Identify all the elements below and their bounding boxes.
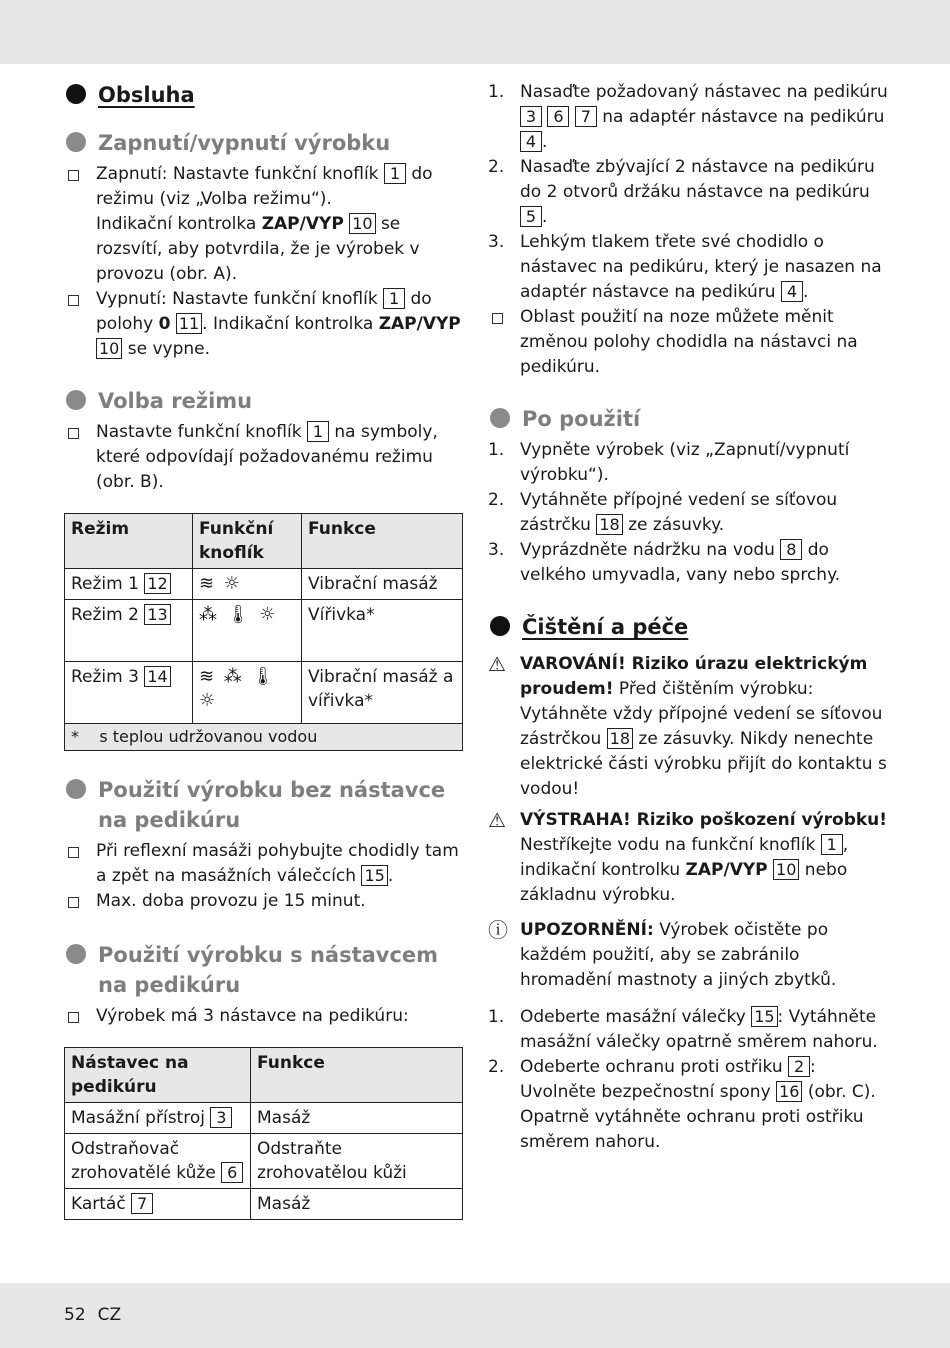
- language-code: CZ: [97, 1305, 122, 1325]
- heading-obsluha: Obsluha: [64, 80, 464, 110]
- heading-bez-nastavce: Použití výrobku bez nástavce na pedikúru: [64, 775, 464, 835]
- page-footer: [64, 1305, 133, 1325]
- bullet-icon: [66, 84, 86, 104]
- list-item: Oblast použití na noze můžete měnit změnou polohy chodidla na nástavci na pedikúru.: [488, 305, 888, 380]
- top-band: [0, 0, 950, 64]
- bullet-icon: [490, 408, 510, 428]
- list-item: 2. Nasaďte zbývající 2 nástavce na pedikúru do 2 otvorů držáku nástavce na pedikúru 5 .: [488, 157, 875, 227]
- list-item: 2. Odeberte ochranu proti ostřiku 2 : Uvolněte bezpečnostní spony 16 (obr. C). Opatrně vytáhněte ochranu proti ostřiku směrem nahoru.: [488, 1057, 876, 1152]
- list-item: 3. Lehkým tlakem třete své chodidlo o nástavec na pedikúru, který je nasazen na adaptér nástavce na pedikúru 4 .: [488, 232, 882, 302]
- bullet-icon: [66, 132, 86, 152]
- list-item: Při reflexní masáži pohybujte chodidly tam a zpět na masážních válečcích 15 .: [64, 839, 464, 889]
- list-item: Max. doba provozu je 15 minut.: [64, 889, 464, 916]
- list-item: Zapnutí: Nastavte funkční knoflík 1 do režimu (viz „Volba režimu“). Indikační kontrolka ZAP/VYP 10 se rozsvítí, aby potvrdila, že je výrobek v provozu (obr. A).: [64, 162, 464, 287]
- list-item: 1. Odeberte masážní válečky 15 : Vytáhněte masážní válečky opatrně směrem nahoru.: [488, 1007, 878, 1052]
- checkbox-icon: [68, 1012, 79, 1023]
- bottom-band: [0, 1283, 950, 1348]
- table-footnote: * s teplou udržovanou vodou: [64, 724, 463, 751]
- heading-cisteni: Čištění a péče: [488, 612, 888, 642]
- right-column: [488, 80, 888, 1155]
- checkbox-icon: [68, 295, 79, 306]
- checkbox-icon: [68, 897, 79, 908]
- mode-symbol-icon: ≋ ☼: [193, 569, 302, 600]
- list-item: 2. Vytáhněte přípojné vedení se síťovou zástrčku 18 ze zásuvky.: [488, 490, 838, 535]
- heading-zapnuti: Zapnutí/vypnutí výrobku: [64, 128, 464, 158]
- list-item: Vypnutí: Nastavte funkční knoflík 1 do polohy 0 11 . Indikační kontrolka ZAP/VYP 10 se vypne.: [64, 287, 464, 362]
- bullet-icon: [490, 616, 510, 636]
- warning-electric: ⚠ VAROVÁNÍ! Riziko úrazu elektrickým proudem! Před čištěním výrobku: Vytáhněte vždy přípojné vedení se síťovou zástrčkou 18 ze zásuvky. Nikdy nenechte elektrické části výrobku přijít do kontaktu s vodou!: [488, 652, 888, 802]
- bullet-icon: [66, 944, 86, 964]
- page-number: 52: [64, 1305, 86, 1325]
- checkbox-icon: [68, 170, 79, 181]
- checkbox-icon: [492, 313, 503, 324]
- warning-triangle-icon: ⚠: [488, 808, 506, 832]
- left-column: [64, 80, 464, 1220]
- mode-symbol-icon: ≋ ⁂ 🌡 ☼: [193, 662, 302, 724]
- bullet-icon: [66, 779, 86, 799]
- heading-volba: Volba režimu: [64, 386, 464, 416]
- list-item: 1. Vypněte výrobek (viz „Zapnutí/vypnutí výrobku“).: [488, 440, 850, 485]
- list-item: 1. Nasaďte požadovaný nástavec na pedikúru 3 6 7 na adaptér nástavce na pedikúru 4 .: [488, 82, 888, 152]
- heading-po-pouziti: Po použití: [488, 404, 888, 434]
- list-item: Výrobek má 3 nástavce na pedikúru:: [64, 1004, 464, 1031]
- warning-triangle-icon: ⚠: [488, 652, 506, 676]
- bullet-icon: [66, 390, 86, 410]
- checkbox-icon: [68, 428, 79, 439]
- mode-table: Režim Funkční knoflík Funkce Režim 1 12 ≋ ☼ Vibrační masáž Režim 2 13 ⁂ 🌡 ☼ Vířivka* Režim 3 14 ≋ ⁂ 🌡 ☼ Vibrační masáž a vířivka*: [64, 513, 463, 724]
- warning-damage: ⚠ VÝSTRAHA! Riziko poškození výrobku! Nestříkejte vodu na funkční knoflík 1 , indikační kontrolku ZAP/VYP 10 nebo základnu výrobku.: [488, 808, 888, 908]
- heading-s-nastavcem: Použití výrobku s nástavcem na pedikúru: [64, 940, 464, 1000]
- list-item: Nastavte funkční knoflík 1 na symboly, které odpovídají požadovanému režimu (obr. B).: [64, 420, 464, 495]
- checkbox-icon: [68, 847, 79, 858]
- attachment-table: Nástavec na pedikúru Funkce Masážní přístroj 3 Masáž Odstraňovač zrohovatělé kůže 6 Odstraňte zrohovatělou kůži Kartáč 7 Masáž: [64, 1047, 463, 1220]
- list-item: 3. Vyprázdněte nádržku na vodu 8 do velkého umyvadla, vany nebo sprchy.: [488, 540, 841, 585]
- info-circle-icon: ⓘ: [488, 918, 508, 942]
- mode-symbol-icon: ⁂ 🌡 ☼: [193, 600, 302, 662]
- note-info: ⓘ UPOZORNĚNÍ: Výrobek očistěte po každém použití, aby se zabránilo hromadění mastnoty a jiných zbytků.: [488, 918, 888, 993]
